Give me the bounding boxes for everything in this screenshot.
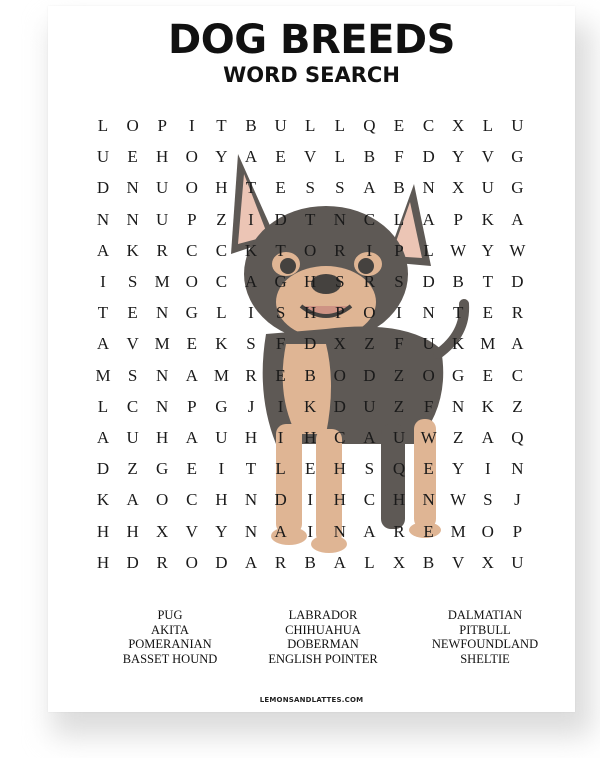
grid-cell: U xyxy=(511,552,524,572)
grid-cell: P xyxy=(394,240,404,260)
word-list-item: BASSET HOUND xyxy=(122,651,218,666)
grid-cell: L xyxy=(364,552,375,572)
grid-cell: M xyxy=(213,365,229,385)
grid-cell: N xyxy=(156,303,169,323)
grid-cell: Z xyxy=(393,396,405,416)
grid-cell: N xyxy=(333,209,346,229)
grid-cell: G xyxy=(511,147,524,167)
grid-cell: I xyxy=(188,116,195,135)
grid-cell: W xyxy=(450,490,467,510)
grid-cell: H xyxy=(96,552,110,572)
grid-cell: A xyxy=(481,428,494,447)
grid-cell: T xyxy=(97,303,109,323)
grid-cell: C xyxy=(215,272,228,291)
grid-cell: R xyxy=(334,240,346,260)
grid-cell: O xyxy=(185,552,198,572)
grid-cell: X xyxy=(452,116,465,135)
grid-cell: U xyxy=(481,178,494,198)
word-list-column-3 xyxy=(410,608,560,666)
grid-cell: X xyxy=(481,552,494,572)
grid-cell: R xyxy=(156,240,168,260)
word-list-item: SHELTIE xyxy=(460,651,510,666)
grid-cell: N xyxy=(422,303,435,323)
grid-cell: I xyxy=(248,303,254,323)
grid-cell: A xyxy=(363,521,376,541)
grid-cell: D xyxy=(126,552,139,572)
grid-cell: H xyxy=(304,272,317,291)
grid-cell: R xyxy=(245,365,257,385)
grid-cell: S xyxy=(394,272,404,291)
grid-cell: H xyxy=(333,459,346,479)
grid-cell: P xyxy=(335,303,345,323)
grid-cell: T xyxy=(482,272,493,291)
grid-cell: H xyxy=(215,178,228,198)
grid-cell: A xyxy=(244,147,258,167)
grid-cell: C xyxy=(363,209,376,229)
grid-cell: N xyxy=(156,396,169,416)
grid-cell: F xyxy=(394,334,404,354)
grid-cell: V xyxy=(304,147,317,167)
grid-cell: U xyxy=(392,428,406,447)
grid-cell: K xyxy=(244,240,258,260)
grid-cell: O xyxy=(304,240,317,260)
grid-cell: R xyxy=(156,552,168,572)
grid-cell: O xyxy=(126,116,139,135)
grid-cell: U xyxy=(422,334,435,354)
grid-cell: D xyxy=(96,459,110,479)
grid-cell: B xyxy=(393,178,405,198)
grid-cell: L xyxy=(97,396,109,416)
word-list-item: DALMATIAN xyxy=(447,608,523,622)
grid-cell: H xyxy=(304,303,317,323)
grid-cell: E xyxy=(482,365,493,385)
grid-cell: G xyxy=(156,459,169,479)
grid-cell: D xyxy=(274,209,287,229)
grid-cell: C xyxy=(511,365,524,385)
grid-cell: E xyxy=(304,459,316,479)
grid-cell: L xyxy=(482,116,493,135)
grid-cell: I xyxy=(396,303,402,323)
grid-cell: M xyxy=(95,365,111,385)
grid-cell: E xyxy=(127,147,138,167)
grid-cell: Y xyxy=(452,459,465,479)
grid-cell: S xyxy=(364,459,375,479)
grid-cell: M xyxy=(154,334,170,354)
grid-cell: U xyxy=(363,396,376,416)
grid-cell: N xyxy=(422,490,435,510)
grid-cell: D xyxy=(96,178,110,198)
word-list-column-1 xyxy=(95,608,245,666)
grid-cell: P xyxy=(187,396,197,416)
grid-cell: R xyxy=(393,521,405,541)
grid-cell: Y xyxy=(215,147,228,167)
grid-cell: M xyxy=(480,334,496,354)
grid-cell: S xyxy=(275,303,286,323)
grid-cell: H xyxy=(304,428,317,447)
worksheet-page xyxy=(48,6,575,712)
grid-cell: O xyxy=(185,178,198,198)
grid-cell: H xyxy=(96,521,110,541)
grid-cell: D xyxy=(333,396,346,416)
grid-cell: Q xyxy=(363,116,376,135)
grid-cell: I xyxy=(307,521,314,541)
grid-cell: S xyxy=(335,178,345,198)
grid-cell: A xyxy=(96,428,110,447)
grid-cell: K xyxy=(126,240,139,260)
grid-cell: X xyxy=(452,178,465,198)
grid-cell: P xyxy=(453,209,463,229)
grid-cell: A xyxy=(126,490,139,510)
grid-cell: U xyxy=(274,116,287,135)
grid-cell: A xyxy=(244,552,258,572)
grid-cell: E xyxy=(186,459,197,479)
grid-cell: U xyxy=(156,178,169,198)
word-list-item: ENGLISH POINTER xyxy=(268,651,378,666)
grid-cell: F xyxy=(275,334,286,354)
grid-cell: D xyxy=(422,147,435,167)
grid-cell: I xyxy=(366,240,373,260)
grid-cell: Q xyxy=(392,459,406,479)
grid-cell: R xyxy=(511,303,524,323)
grid-cell: R xyxy=(363,272,376,291)
grid-cell: A xyxy=(96,240,110,260)
grid-cell: F xyxy=(394,147,404,167)
grid-cell: E xyxy=(127,303,138,323)
grid-cell: N xyxy=(511,459,524,479)
grid-cell: A xyxy=(185,365,198,385)
grid-cell: N xyxy=(244,490,258,510)
grid-cell: B xyxy=(304,552,316,572)
grid-cell: D xyxy=(422,272,435,291)
word-list-item: CHIHUAHUA xyxy=(285,622,361,637)
grid-cell: H xyxy=(244,428,258,447)
grid-cell: A xyxy=(333,552,346,572)
grid-cell: I xyxy=(307,490,314,510)
word-list-column-2 xyxy=(248,608,398,666)
grid-cell: N xyxy=(333,521,346,541)
grid-cell: O xyxy=(422,365,435,385)
grid-cell: K xyxy=(452,334,465,354)
grid-cell: T xyxy=(245,459,257,479)
grid-cell: S xyxy=(305,178,315,198)
grid-cell: N xyxy=(156,365,169,385)
grid-cell: A xyxy=(511,334,524,354)
grid-cell: K xyxy=(304,396,317,416)
grid-cell: P xyxy=(187,209,197,229)
grid-cell: X xyxy=(392,552,406,572)
grid-cell: A xyxy=(363,428,376,447)
grid-cell: B xyxy=(452,272,464,291)
grid-cell: T xyxy=(216,116,227,135)
grid-cell: S xyxy=(335,272,345,291)
grid-cell: I xyxy=(248,209,254,229)
grid-cell: T xyxy=(452,303,464,323)
grid-cell: V xyxy=(481,147,494,167)
grid-cell: G xyxy=(274,272,287,291)
word-list-item: PUG xyxy=(157,608,183,622)
grid-cell: G xyxy=(215,396,228,416)
word-list-item: LABRADOR xyxy=(288,608,358,622)
grid-cell: D xyxy=(363,365,376,385)
grid-cell: N xyxy=(96,209,110,229)
grid-cell: V xyxy=(185,521,198,541)
grid-cell: F xyxy=(423,396,434,416)
grid-cell: H xyxy=(156,147,169,167)
grid-cell: C xyxy=(363,490,376,510)
grid-cell: D xyxy=(304,334,317,354)
grid-cell: O xyxy=(185,147,198,167)
grid-cell: K xyxy=(481,396,494,416)
grid-cell: Q xyxy=(511,428,524,447)
word-list-item: POMERANIAN xyxy=(128,637,212,651)
grid-cell: I xyxy=(277,428,284,447)
grid-cell: J xyxy=(514,490,521,510)
grid-cell: A xyxy=(96,334,110,354)
grid-cell: D xyxy=(215,552,228,572)
grid-cell: E xyxy=(186,334,197,354)
grid-cell: R xyxy=(274,552,287,572)
grid-cell: C xyxy=(422,116,435,135)
grid-cell: G xyxy=(452,365,465,385)
grid-cell: E xyxy=(275,147,286,167)
grid-cell: I xyxy=(100,272,106,291)
grid-cell: C xyxy=(186,490,198,510)
grid-cell: L xyxy=(304,116,316,135)
grid-cell: W xyxy=(420,428,437,447)
grid-cell: Z xyxy=(512,396,523,416)
grid-cell: U xyxy=(156,209,169,229)
grid-cell: L xyxy=(393,209,405,229)
grid-cell: C xyxy=(126,396,139,416)
grid-cell: I xyxy=(484,459,491,479)
page-title: DOG BREEDS xyxy=(168,17,455,63)
grid-cell: U xyxy=(96,147,110,167)
grid-cell: A xyxy=(422,209,435,229)
grid-cell: I xyxy=(218,459,225,479)
grid-cell: H xyxy=(215,490,228,510)
grid-cell: L xyxy=(216,303,227,323)
grid-cell: W xyxy=(450,240,467,260)
grid-cell: Y xyxy=(481,240,494,260)
grid-cell: O xyxy=(156,490,169,510)
grid-cell: P xyxy=(512,521,523,541)
grid-cell: V xyxy=(452,552,465,572)
grid-cell: E xyxy=(275,365,286,385)
grid-cell: G xyxy=(185,303,198,323)
grid-cell: L xyxy=(423,240,434,260)
grid-cell: T xyxy=(245,178,257,198)
grid-cell: A xyxy=(274,521,287,541)
grid-cell: N xyxy=(244,521,258,541)
grid-cell: Z xyxy=(364,334,375,354)
grid-cell: Z xyxy=(216,209,227,229)
grid-cell: A xyxy=(363,178,376,198)
grid-cell: B xyxy=(363,147,376,167)
grid-cell: B xyxy=(422,552,435,572)
grid-cell: B xyxy=(304,365,316,385)
grid-cell: K xyxy=(96,490,110,510)
grid-cell: U xyxy=(215,428,228,447)
grid-cell: N xyxy=(452,396,465,416)
grid-cell: B xyxy=(245,116,257,135)
page-subtitle: WORD SEARCH xyxy=(223,63,400,87)
grid-cell: S xyxy=(483,490,493,510)
grid-cell: A xyxy=(511,209,524,229)
grid-cell: S xyxy=(127,272,138,291)
word-list-item: AKITA xyxy=(151,622,189,637)
grid-cell: A xyxy=(244,272,258,291)
grid-cell: O xyxy=(333,365,346,385)
grid-cell: L xyxy=(97,116,109,135)
grid-cell: S xyxy=(246,334,256,354)
grid-cell: Y xyxy=(452,147,465,167)
grid-cell: P xyxy=(157,116,167,135)
grid-cell: U xyxy=(511,116,524,135)
grid-cell: L xyxy=(334,116,345,135)
grid-cell: V xyxy=(126,334,139,354)
grid-cell: D xyxy=(274,490,287,510)
grid-cell: Y xyxy=(215,521,228,541)
grid-cell: Z xyxy=(127,459,138,479)
grid-cell: E xyxy=(393,116,405,135)
grid-cell: A xyxy=(185,428,198,447)
grid-cell: C xyxy=(215,240,228,260)
grid-cell: E xyxy=(275,178,286,198)
grid-cell: S xyxy=(127,365,138,385)
grid-cell: W xyxy=(509,240,526,260)
grid-cell: N xyxy=(126,209,139,229)
grid-cell: C xyxy=(186,240,198,260)
grid-cell: U xyxy=(126,428,139,447)
grid-cell: I xyxy=(277,396,284,416)
footer-site-url: LEMONSANDLATTES.COM xyxy=(259,696,364,704)
grid-cell: H xyxy=(156,428,169,447)
grid-cell: Z xyxy=(452,428,464,447)
grid-cell: X xyxy=(333,334,346,354)
grid-cell: E xyxy=(423,521,434,541)
grid-cell: M xyxy=(154,272,170,291)
word-list-item: NEWFOUNDLAND xyxy=(431,637,539,651)
grid-cell: L xyxy=(334,147,345,167)
grid-cell: O xyxy=(185,272,198,291)
grid-cell: D xyxy=(511,272,524,291)
grid-cell: T xyxy=(304,209,316,229)
grid-cell: G xyxy=(511,178,524,198)
grid-cell: N xyxy=(126,178,139,198)
grid-cell: H xyxy=(333,490,346,510)
grid-cell: N xyxy=(422,178,435,198)
grid-cell: T xyxy=(275,240,286,260)
grid-cell: K xyxy=(215,334,228,354)
word-list-item: DOBERMAN xyxy=(287,637,359,651)
word-list-item: PITBULL xyxy=(459,622,511,637)
grid-cell: M xyxy=(450,521,466,541)
grid-cell: E xyxy=(482,303,493,323)
grid-cell: Z xyxy=(393,365,405,385)
grid-cell: H xyxy=(392,490,406,510)
grid-cell: H xyxy=(126,521,139,541)
grid-cell: E xyxy=(423,459,434,479)
grid-cell: O xyxy=(363,303,376,323)
grid-cell: X xyxy=(156,521,169,541)
grid-cell: O xyxy=(481,521,494,541)
grid-cell: L xyxy=(275,459,286,479)
grid-cell: C xyxy=(334,428,346,447)
grid-cell: K xyxy=(481,209,494,229)
grid-cell: J xyxy=(247,396,255,416)
